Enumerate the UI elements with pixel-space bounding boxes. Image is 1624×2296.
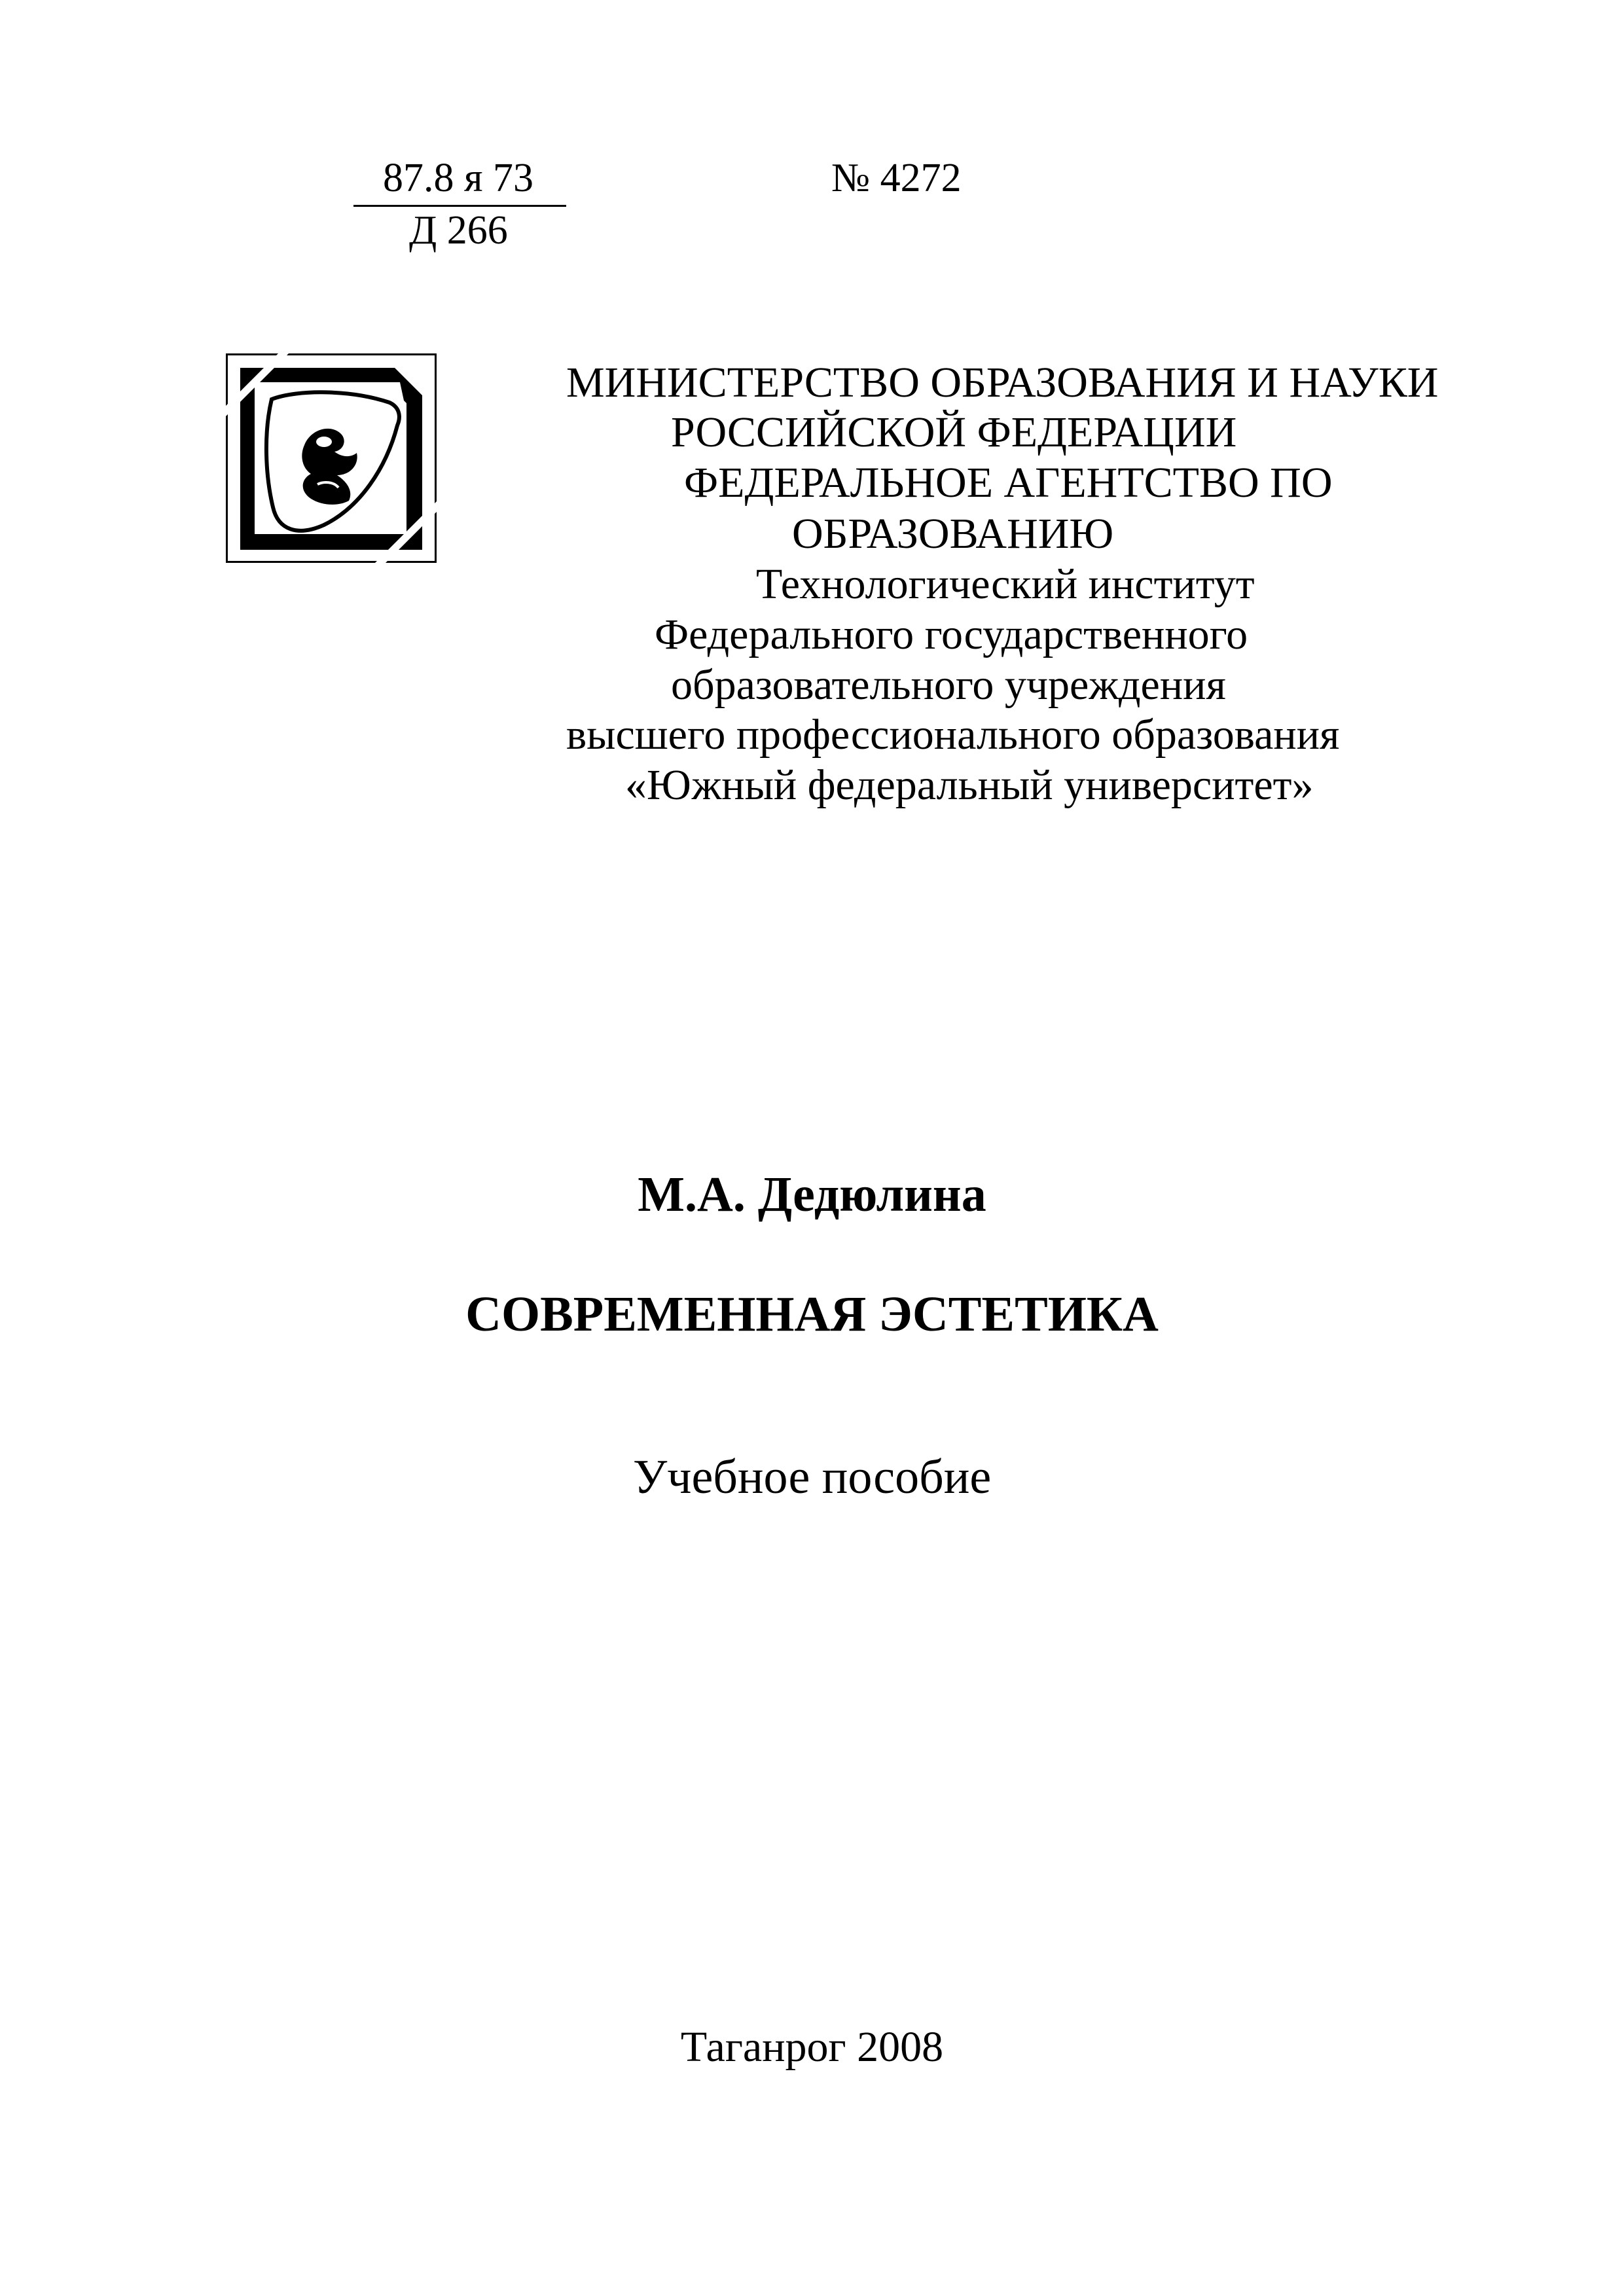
header-line-institute: Технологический институт (756, 560, 1255, 608)
header-line-university: «Южный федеральный университет» (625, 761, 1314, 809)
header-line-education: ОБРАЗОВАНИЮ (792, 510, 1114, 558)
book-title: СОВРЕМЕННАЯ ЭСТЕТИКА (465, 1287, 1159, 1342)
header-line-higher-education: высшего профессионального образования (566, 711, 1340, 759)
book-type: Учебное пособие (632, 1450, 992, 1504)
university-emblem-icon (226, 353, 437, 563)
classification-divider (353, 205, 566, 207)
header-line-federation: РОССИЙСКОЙ ФЕДЕРАЦИИ (671, 408, 1237, 456)
author-name: М.А. Дедюлина (638, 1167, 986, 1222)
bbk-code: 87.8 я 73 (383, 156, 534, 200)
header-line-agency: ФЕДЕРАЛЬНОЕ АГЕНТСТВО ПО (684, 459, 1333, 507)
author-mark: Д 266 (409, 208, 508, 253)
header-line-ministry: МИНИСТЕРСТВО ОБРАЗОВАНИЯ И НАУКИ (566, 359, 1439, 406)
document-number: № 4272 (831, 156, 962, 200)
imprint-city-year: Таганрог 2008 (680, 2023, 944, 2071)
header-line-institution: образовательного учреждения (671, 661, 1226, 709)
header-line-federal-state: Федерального государственного (655, 611, 1248, 658)
